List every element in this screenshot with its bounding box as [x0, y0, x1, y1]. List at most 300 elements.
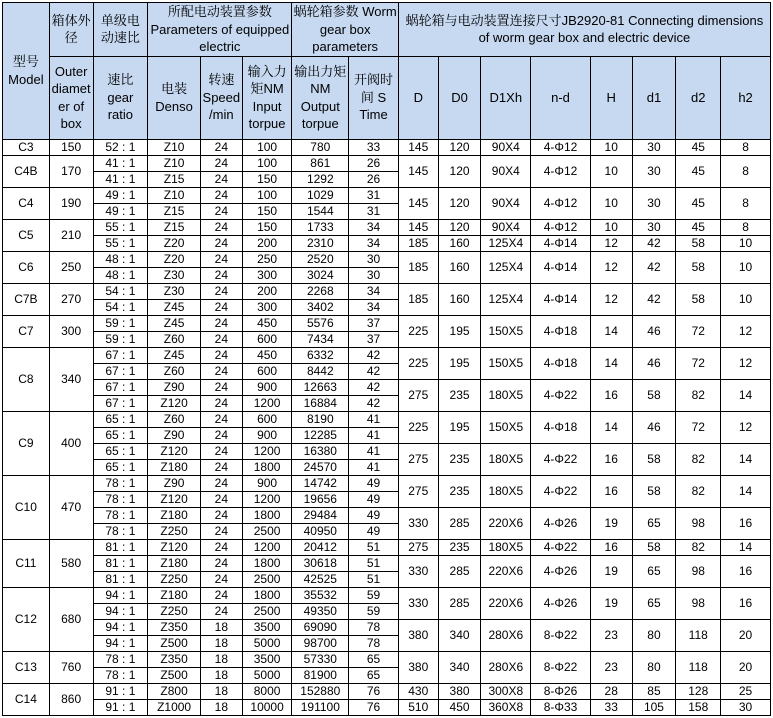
d1-cell: 58 — [632, 475, 676, 507]
table-row — [3, 475, 771, 491]
denso-cell: Z500 — [148, 635, 201, 651]
header-group-equipped-electric: 所配电动装置参数 Parameters of equipped electric — [148, 3, 292, 57]
ratio-cell: 81 : 1 — [93, 539, 148, 555]
output-torque-cell: 35532 — [292, 587, 349, 603]
ratio-cell: 78 : 1 — [93, 507, 148, 523]
ratio-cell: 91 : 1 — [93, 683, 148, 699]
table-row — [3, 283, 771, 299]
d0-cell: 120 — [438, 219, 481, 235]
denso-cell: Z60 — [148, 411, 201, 427]
diameter-cell: 150 — [49, 139, 93, 155]
input-torque-cell: 8000 — [242, 683, 292, 699]
denso-cell: Z30 — [148, 283, 201, 299]
speed-cell: 24 — [200, 139, 242, 155]
worm-gearbox-spec-table — [2, 2, 771, 716]
header-dim-n-d: n-d — [531, 56, 591, 139]
ratio-cell: 49 : 1 — [93, 203, 148, 219]
d1-cell: 30 — [632, 155, 676, 187]
n-d-cell: 4-Φ12 — [531, 219, 591, 235]
h-cell: 12 — [590, 251, 632, 283]
open-time-cell: 34 — [349, 235, 399, 251]
input-torque-cell: 900 — [242, 427, 292, 443]
output-torque-cell: 8442 — [292, 363, 349, 379]
diameter-cell: 580 — [49, 539, 93, 587]
denso-cell: Z60 — [148, 363, 201, 379]
d-cell: 185 — [398, 283, 438, 315]
d-cell: 145 — [398, 187, 438, 219]
output-torque-cell: 49350 — [292, 603, 349, 619]
table-body — [3, 139, 771, 715]
output-torque-cell: 12663 — [292, 379, 349, 395]
ratio-cell: 48 : 1 — [93, 251, 148, 267]
output-torque-cell: 16884 — [292, 395, 349, 411]
input-torque-cell: 600 — [242, 331, 292, 347]
d-cell: 275 — [398, 539, 438, 555]
input-torque-cell: 100 — [242, 139, 292, 155]
d0-cell: 195 — [438, 411, 481, 443]
d0-cell: 285 — [438, 555, 481, 587]
diameter-cell: 300 — [49, 315, 93, 347]
d-cell: 225 — [398, 411, 438, 443]
input-torque-cell: 100 — [242, 155, 292, 171]
d1xh-cell: 280X6 — [481, 619, 531, 651]
ratio-cell: 81 : 1 — [93, 555, 148, 571]
ratio-cell: 55 : 1 — [93, 219, 148, 235]
open-time-cell: 34 — [349, 219, 399, 235]
model-cell: C5 — [3, 219, 50, 251]
denso-cell: Z20 — [148, 235, 201, 251]
d2-cell: 128 — [676, 683, 721, 699]
input-torque-cell: 5000 — [242, 667, 292, 683]
denso-cell: Z60 — [148, 331, 201, 347]
open-time-cell: 30 — [349, 267, 399, 283]
d-cell: 185 — [398, 251, 438, 283]
output-torque-cell: 8190 — [292, 411, 349, 427]
h-cell: 19 — [590, 555, 632, 587]
table-row — [3, 411, 771, 427]
header-gear-ratio: 速比gear ratio — [93, 56, 148, 139]
d-cell: 145 — [398, 139, 438, 155]
ratio-cell: 78 : 1 — [93, 651, 148, 667]
d1-cell: 58 — [632, 379, 676, 411]
input-torque-cell: 450 — [242, 347, 292, 363]
speed-cell: 24 — [200, 299, 242, 315]
n-d-cell: 8-Φ22 — [531, 619, 591, 651]
d1-cell: 65 — [632, 587, 676, 619]
d0-cell: 340 — [438, 619, 481, 651]
denso-cell: Z15 — [148, 203, 201, 219]
input-torque-cell: 1200 — [242, 539, 292, 555]
table-row — [3, 619, 771, 635]
ratio-cell: 67 : 1 — [93, 379, 148, 395]
d1xh-cell: 220X6 — [481, 555, 531, 587]
speed-cell: 18 — [200, 699, 242, 715]
denso-cell: Z180 — [148, 555, 201, 571]
d1xh-cell: 125X4 — [481, 235, 531, 251]
d2-cell: 82 — [676, 443, 721, 475]
d1xh-cell: 220X6 — [481, 507, 531, 539]
d2-cell: 82 — [676, 379, 721, 411]
d2-cell: 98 — [676, 507, 721, 539]
h-cell: 10 — [590, 155, 632, 187]
ratio-cell: 65 : 1 — [93, 443, 148, 459]
model-cell: C12 — [3, 587, 50, 651]
n-d-cell: 4-Φ14 — [531, 235, 591, 251]
h2-cell: 10 — [721, 251, 771, 283]
d2-cell: 45 — [676, 187, 721, 219]
output-torque-cell: 40950 — [292, 523, 349, 539]
header-denso: 电装 Denso — [148, 56, 201, 139]
d0-cell: 340 — [438, 651, 481, 683]
diameter-cell: 270 — [49, 283, 93, 315]
open-time-cell: 76 — [349, 683, 399, 699]
output-torque-cell: 3024 — [292, 267, 349, 283]
speed-cell: 24 — [200, 507, 242, 523]
n-d-cell: 8-Φ26 — [531, 683, 591, 699]
denso-cell: Z45 — [148, 315, 201, 331]
d0-cell: 235 — [438, 539, 481, 555]
open-time-cell: 59 — [349, 587, 399, 603]
ratio-cell: 94 : 1 — [93, 619, 148, 635]
input-torque-cell: 10000 — [242, 699, 292, 715]
header-dim-d1xh: D1Xh — [481, 56, 531, 139]
input-torque-cell: 2500 — [242, 603, 292, 619]
input-torque-cell: 3500 — [242, 619, 292, 635]
h-cell: 16 — [590, 539, 632, 555]
n-d-cell: 4-Φ22 — [531, 443, 591, 475]
n-d-cell: 8-Φ33 — [531, 699, 591, 715]
open-time-cell: 65 — [349, 651, 399, 667]
speed-cell: 24 — [200, 523, 242, 539]
output-torque-cell: 57330 — [292, 651, 349, 667]
open-time-cell: 49 — [349, 523, 399, 539]
d0-cell: 380 — [438, 683, 481, 699]
d0-cell: 120 — [438, 187, 481, 219]
header-speed: 转速 Speed /min — [200, 56, 242, 139]
n-d-cell: 4-Φ12 — [531, 187, 591, 219]
d1xh-cell: 180X5 — [481, 379, 531, 411]
header-box-diameter-en: Outer diameter of box — [49, 56, 93, 139]
denso-cell: Z500 — [148, 667, 201, 683]
open-time-cell: 26 — [349, 171, 399, 187]
output-torque-cell: 42525 — [292, 571, 349, 587]
output-torque-cell: 30618 — [292, 555, 349, 571]
ratio-cell: 81 : 1 — [93, 571, 148, 587]
ratio-cell: 65 : 1 — [93, 459, 148, 475]
open-time-cell: 78 — [349, 635, 399, 651]
d2-cell: 118 — [676, 651, 721, 683]
output-torque-cell: 14742 — [292, 475, 349, 491]
h-cell: 16 — [590, 475, 632, 507]
d1xh-cell: 360X8 — [481, 699, 531, 715]
d1xh-cell: 150X5 — [481, 315, 531, 347]
speed-cell: 24 — [200, 203, 242, 219]
d0-cell: 235 — [438, 475, 481, 507]
d2-cell: 58 — [676, 235, 721, 251]
denso-cell: Z10 — [148, 155, 201, 171]
h-cell: 23 — [590, 651, 632, 683]
model-cell: C8 — [3, 347, 50, 411]
denso-cell: Z45 — [148, 347, 201, 363]
model-cell: C7B — [3, 283, 50, 315]
output-torque-cell: 20412 — [292, 539, 349, 555]
diameter-cell: 340 — [49, 347, 93, 411]
h2-cell: 30 — [721, 699, 771, 715]
denso-cell: Z180 — [148, 587, 201, 603]
ratio-cell: 78 : 1 — [93, 523, 148, 539]
h-cell: 33 — [590, 699, 632, 715]
open-time-cell: 41 — [349, 459, 399, 475]
table-row — [3, 315, 771, 331]
speed-cell: 24 — [200, 443, 242, 459]
input-torque-cell: 2500 — [242, 523, 292, 539]
model-cell: C14 — [3, 683, 50, 715]
open-time-cell: 30 — [349, 251, 399, 267]
open-time-cell: 76 — [349, 699, 399, 715]
open-time-cell: 31 — [349, 187, 399, 203]
h2-cell: 20 — [721, 651, 771, 683]
open-time-cell: 65 — [349, 667, 399, 683]
d0-cell: 160 — [438, 235, 481, 251]
d1-cell: 30 — [632, 139, 676, 155]
d1xh-cell: 180X5 — [481, 539, 531, 555]
h2-cell: 14 — [721, 443, 771, 475]
n-d-cell: 4-Φ22 — [531, 539, 591, 555]
denso-cell: Z180 — [148, 459, 201, 475]
speed-cell: 24 — [200, 411, 242, 427]
speed-cell: 24 — [200, 571, 242, 587]
h-cell: 10 — [590, 187, 632, 219]
d1xh-cell: 125X4 — [481, 283, 531, 315]
h2-cell: 14 — [721, 379, 771, 411]
table-row — [3, 379, 771, 395]
ratio-cell: 49 : 1 — [93, 187, 148, 203]
n-d-cell: 4-Φ12 — [531, 139, 591, 155]
denso-cell: Z250 — [148, 523, 201, 539]
speed-cell: 24 — [200, 555, 242, 571]
open-time-cell: 41 — [349, 443, 399, 459]
d1-cell: 65 — [632, 555, 676, 587]
h-cell: 19 — [590, 587, 632, 619]
d-cell: 225 — [398, 315, 438, 347]
ratio-cell: 65 : 1 — [93, 427, 148, 443]
table-row — [3, 683, 771, 699]
open-time-cell: 42 — [349, 379, 399, 395]
table-row — [3, 651, 771, 667]
d-cell: 275 — [398, 379, 438, 411]
d1-cell: 46 — [632, 347, 676, 379]
ratio-cell: 91 : 1 — [93, 699, 148, 715]
input-torque-cell: 450 — [242, 315, 292, 331]
model-cell: C6 — [3, 251, 50, 283]
open-time-cell: 42 — [349, 395, 399, 411]
d0-cell: 160 — [438, 283, 481, 315]
header-dim-d: D — [398, 56, 438, 139]
header-dim-h: H — [590, 56, 632, 139]
model-cell: C13 — [3, 651, 50, 683]
output-torque-cell: 191100 — [292, 699, 349, 715]
speed-cell: 18 — [200, 619, 242, 635]
h2-cell: 16 — [721, 507, 771, 539]
input-torque-cell: 150 — [242, 203, 292, 219]
open-time-cell: 42 — [349, 347, 399, 363]
d2-cell: 45 — [676, 139, 721, 155]
speed-cell: 18 — [200, 651, 242, 667]
denso-cell: Z15 — [148, 171, 201, 187]
speed-cell: 18 — [200, 667, 242, 683]
output-torque-cell: 69090 — [292, 619, 349, 635]
d-cell: 145 — [398, 155, 438, 187]
d1-cell: 46 — [632, 315, 676, 347]
diameter-cell: 250 — [49, 251, 93, 283]
denso-cell: Z350 — [148, 651, 201, 667]
d2-cell: 72 — [676, 411, 721, 443]
denso-cell: Z120 — [148, 539, 201, 555]
header-dim-d0: D0 — [438, 56, 481, 139]
input-torque-cell: 200 — [242, 235, 292, 251]
h-cell: 12 — [590, 283, 632, 315]
output-torque-cell: 2520 — [292, 251, 349, 267]
d0-cell: 195 — [438, 315, 481, 347]
d1xh-cell: 280X6 — [481, 651, 531, 683]
header-output-torque: 输出力矩 NM Output torpue — [292, 56, 349, 139]
d1-cell: 46 — [632, 411, 676, 443]
ratio-cell: 65 : 1 — [93, 411, 148, 427]
h2-cell: 8 — [721, 139, 771, 155]
h2-cell: 20 — [721, 619, 771, 651]
diameter-cell: 170 — [49, 155, 93, 187]
output-torque-cell: 3402 — [292, 299, 349, 315]
open-time-cell: 42 — [349, 363, 399, 379]
d2-cell: 98 — [676, 555, 721, 587]
h-cell: 14 — [590, 315, 632, 347]
n-d-cell: 4-Φ22 — [531, 379, 591, 411]
open-time-cell: 37 — [349, 315, 399, 331]
d1xh-cell: 180X5 — [481, 443, 531, 475]
speed-cell: 18 — [200, 635, 242, 651]
header-box-diameter-cn: 箱体外径 — [49, 3, 93, 57]
ratio-cell: 54 : 1 — [93, 299, 148, 315]
open-time-cell: 51 — [349, 539, 399, 555]
n-d-cell: 4-Φ26 — [531, 507, 591, 539]
d1-cell: 65 — [632, 507, 676, 539]
input-torque-cell: 150 — [242, 171, 292, 187]
n-d-cell: 4-Φ26 — [531, 587, 591, 619]
header-dim-d1: d1 — [632, 56, 676, 139]
h2-cell: 8 — [721, 219, 771, 235]
output-torque-cell: 1544 — [292, 203, 349, 219]
output-torque-cell: 780 — [292, 139, 349, 155]
d2-cell: 82 — [676, 539, 721, 555]
speed-cell: 24 — [200, 539, 242, 555]
denso-cell: Z90 — [148, 475, 201, 491]
open-time-cell: 41 — [349, 411, 399, 427]
output-torque-cell: 152880 — [292, 683, 349, 699]
header-input-torque: 输入力矩NM Input torpue — [242, 56, 292, 139]
d-cell: 145 — [398, 219, 438, 235]
n-d-cell: 4-Φ14 — [531, 283, 591, 315]
input-torque-cell: 1800 — [242, 507, 292, 523]
d1xh-cell: 300X8 — [481, 683, 531, 699]
d1xh-cell: 125X4 — [481, 251, 531, 283]
denso-cell: Z90 — [148, 427, 201, 443]
h2-cell: 8 — [721, 155, 771, 187]
open-time-cell: 26 — [349, 155, 399, 171]
n-d-cell: 4-Φ18 — [531, 315, 591, 347]
h-cell: 10 — [590, 219, 632, 235]
output-torque-cell: 12285 — [292, 427, 349, 443]
speed-cell: 24 — [200, 347, 242, 363]
ratio-cell: 94 : 1 — [93, 603, 148, 619]
diameter-cell: 190 — [49, 187, 93, 219]
speed-cell: 24 — [200, 459, 242, 475]
d-cell: 380 — [398, 651, 438, 683]
header-ratio-cn: 单级电动速比 — [93, 3, 148, 57]
d2-cell: 45 — [676, 219, 721, 235]
ratio-cell: 67 : 1 — [93, 395, 148, 411]
n-d-cell: 4-Φ18 — [531, 347, 591, 379]
open-time-cell: 34 — [349, 299, 399, 315]
diameter-cell: 860 — [49, 683, 93, 715]
d2-cell: 58 — [676, 283, 721, 315]
speed-cell: 24 — [200, 427, 242, 443]
d1-cell: 30 — [632, 187, 676, 219]
output-torque-cell: 1292 — [292, 171, 349, 187]
table-row — [3, 507, 771, 523]
input-torque-cell: 900 — [242, 475, 292, 491]
d2-cell: 158 — [676, 699, 721, 715]
header-group-connecting-dimensions: 蜗轮箱与电动装置连接尺寸JB2920-81 Connecting dimensions of worm gear box and electric device — [398, 3, 770, 57]
ratio-cell: 52 : 1 — [93, 139, 148, 155]
model-cell: C4 — [3, 187, 50, 219]
denso-cell: Z350 — [148, 619, 201, 635]
speed-cell: 24 — [200, 395, 242, 411]
d2-cell: 118 — [676, 619, 721, 651]
diameter-cell: 680 — [49, 587, 93, 651]
speed-cell: 24 — [200, 235, 242, 251]
output-torque-cell: 19656 — [292, 491, 349, 507]
open-time-cell: 31 — [349, 203, 399, 219]
speed-cell: 24 — [200, 363, 242, 379]
speed-cell: 24 — [200, 251, 242, 267]
table-row — [3, 587, 771, 603]
header-group-worm-gear-box: 蜗轮箱参数 Worm gear box parameters — [292, 3, 398, 57]
h2-cell: 16 — [721, 587, 771, 619]
model-cell: C10 — [3, 475, 50, 539]
output-torque-cell: 29484 — [292, 507, 349, 523]
d1xh-cell: 90X4 — [481, 187, 531, 219]
d-cell: 275 — [398, 475, 438, 507]
output-torque-cell: 861 — [292, 155, 349, 171]
h2-cell: 12 — [721, 411, 771, 443]
d2-cell: 98 — [676, 587, 721, 619]
output-torque-cell: 1029 — [292, 187, 349, 203]
h2-cell: 14 — [721, 475, 771, 507]
d-cell: 275 — [398, 443, 438, 475]
h2-cell: 12 — [721, 315, 771, 347]
h2-cell: 25 — [721, 683, 771, 699]
d0-cell: 160 — [438, 251, 481, 283]
speed-cell: 24 — [200, 587, 242, 603]
ratio-cell: 78 : 1 — [93, 667, 148, 683]
d0-cell: 235 — [438, 379, 481, 411]
diameter-cell: 400 — [49, 411, 93, 475]
d-cell: 380 — [398, 619, 438, 651]
table-row — [3, 555, 771, 571]
denso-cell: Z10 — [148, 187, 201, 203]
input-torque-cell: 900 — [242, 379, 292, 395]
denso-cell: Z120 — [148, 395, 201, 411]
